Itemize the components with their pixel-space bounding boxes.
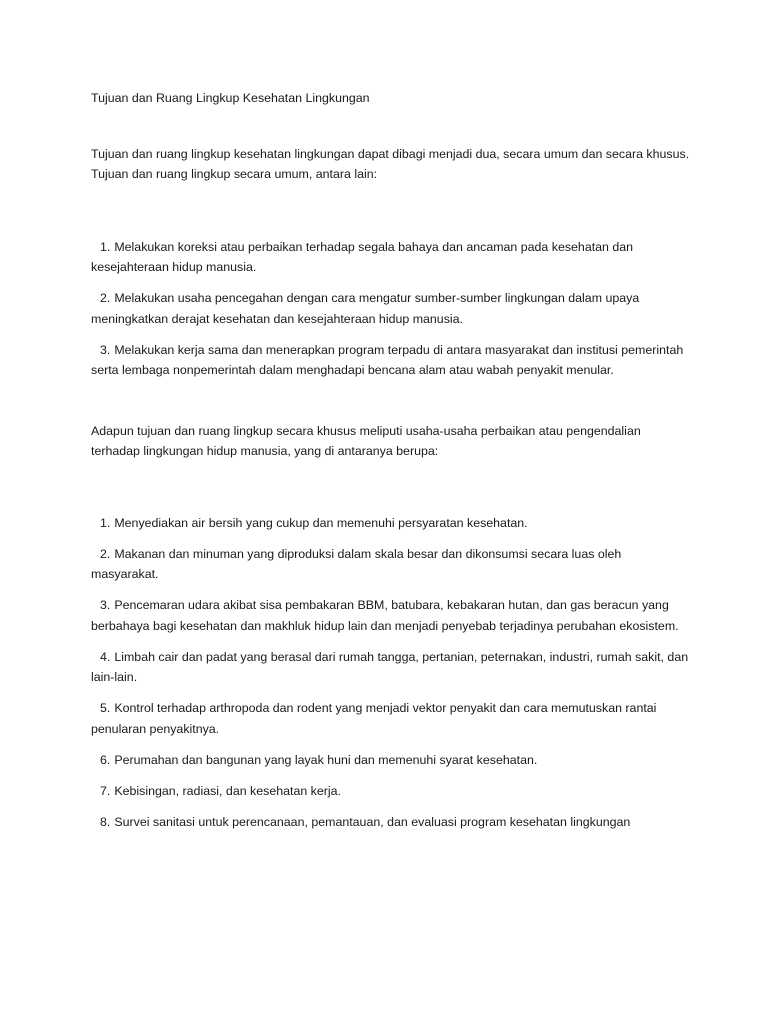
intro-paragraph: Tujuan dan ruang lingkup kesehatan lingkungan dapat dibagi menjadi dua, secara umum dan secara khusus. Tujuan dan ruang lingkup secara umum, antara lain: (91, 146, 690, 181)
list-item: 7. Kebisingan, radiasi, dan kesehatan kerja. (100, 783, 341, 798)
list-item: 1. Melakukan koreksi atau perbaikan terhadap segala bahaya dan ancaman pada kesehatan dan kesejahteraan hidup manusia. (91, 239, 634, 274)
document-body (91, 88, 691, 843)
specific-intro-paragraph: Adapun tujuan dan ruang lingkup secara khusus meliputi usaha-usaha perbaikan atau pengendalian terhadap lingkungan hidup manusia, yang di antaranya berupa: (91, 423, 641, 458)
document-title: Tujuan dan Ruang Lingkup Kesehatan Lingkungan (91, 91, 370, 105)
list-item: 2. Makanan dan minuman yang diproduksi dalam skala besar dan dikonsumsi secara luas oleh masyarakat. (91, 546, 622, 581)
list-item: 1. Menyediakan air bersih yang cukup dan memenuhi persyaratan kesehatan. (100, 515, 528, 530)
list-item: 5. Kontrol terhadap arthropoda dan rodent yang menjadi vektor penyakit dan cara memutuskan rantai penularan penyakitnya. (91, 701, 657, 736)
list-item: 6. Perumahan dan bangunan yang layak huni dan memenuhi syarat kesehatan. (100, 752, 538, 767)
general-objectives-list (91, 237, 691, 381)
list-item: 4. Limbah cair dan padat yang berasal dari rumah tangga, pertanian, peternakan, industri, rumah sakit, dan lain-lain. (91, 649, 689, 684)
list-item: 2. Melakukan usaha pencegahan dengan cara mengatur sumber-sumber lingkungan dalam upaya meningkatkan derajat kesehatan dan kesejahteraan hidup manusia. (91, 291, 640, 326)
list-item: 3. Pencemaran udara akibat sisa pembakaran BBM, batubara, kebakaran hutan, dan gas beracun yang berbahaya bagi kesehatan dan makhluk hidup lain dan menjadi penyebab terjadinya perubahan ekosistem. (91, 598, 679, 633)
list-item: 8. Survei sanitasi untuk perencanaan, pemantauan, dan evaluasi program kesehatan lingkungan (100, 814, 631, 829)
list-item: 3. Melakukan kerja sama dan menerapkan program terpadu di antara masyarakat dan institusi pemerintah serta lembaga nonpemerintah dalam menghadapi bencana alam atau wabah penyakit menular. (91, 342, 684, 377)
specific-objectives-list (91, 513, 691, 833)
